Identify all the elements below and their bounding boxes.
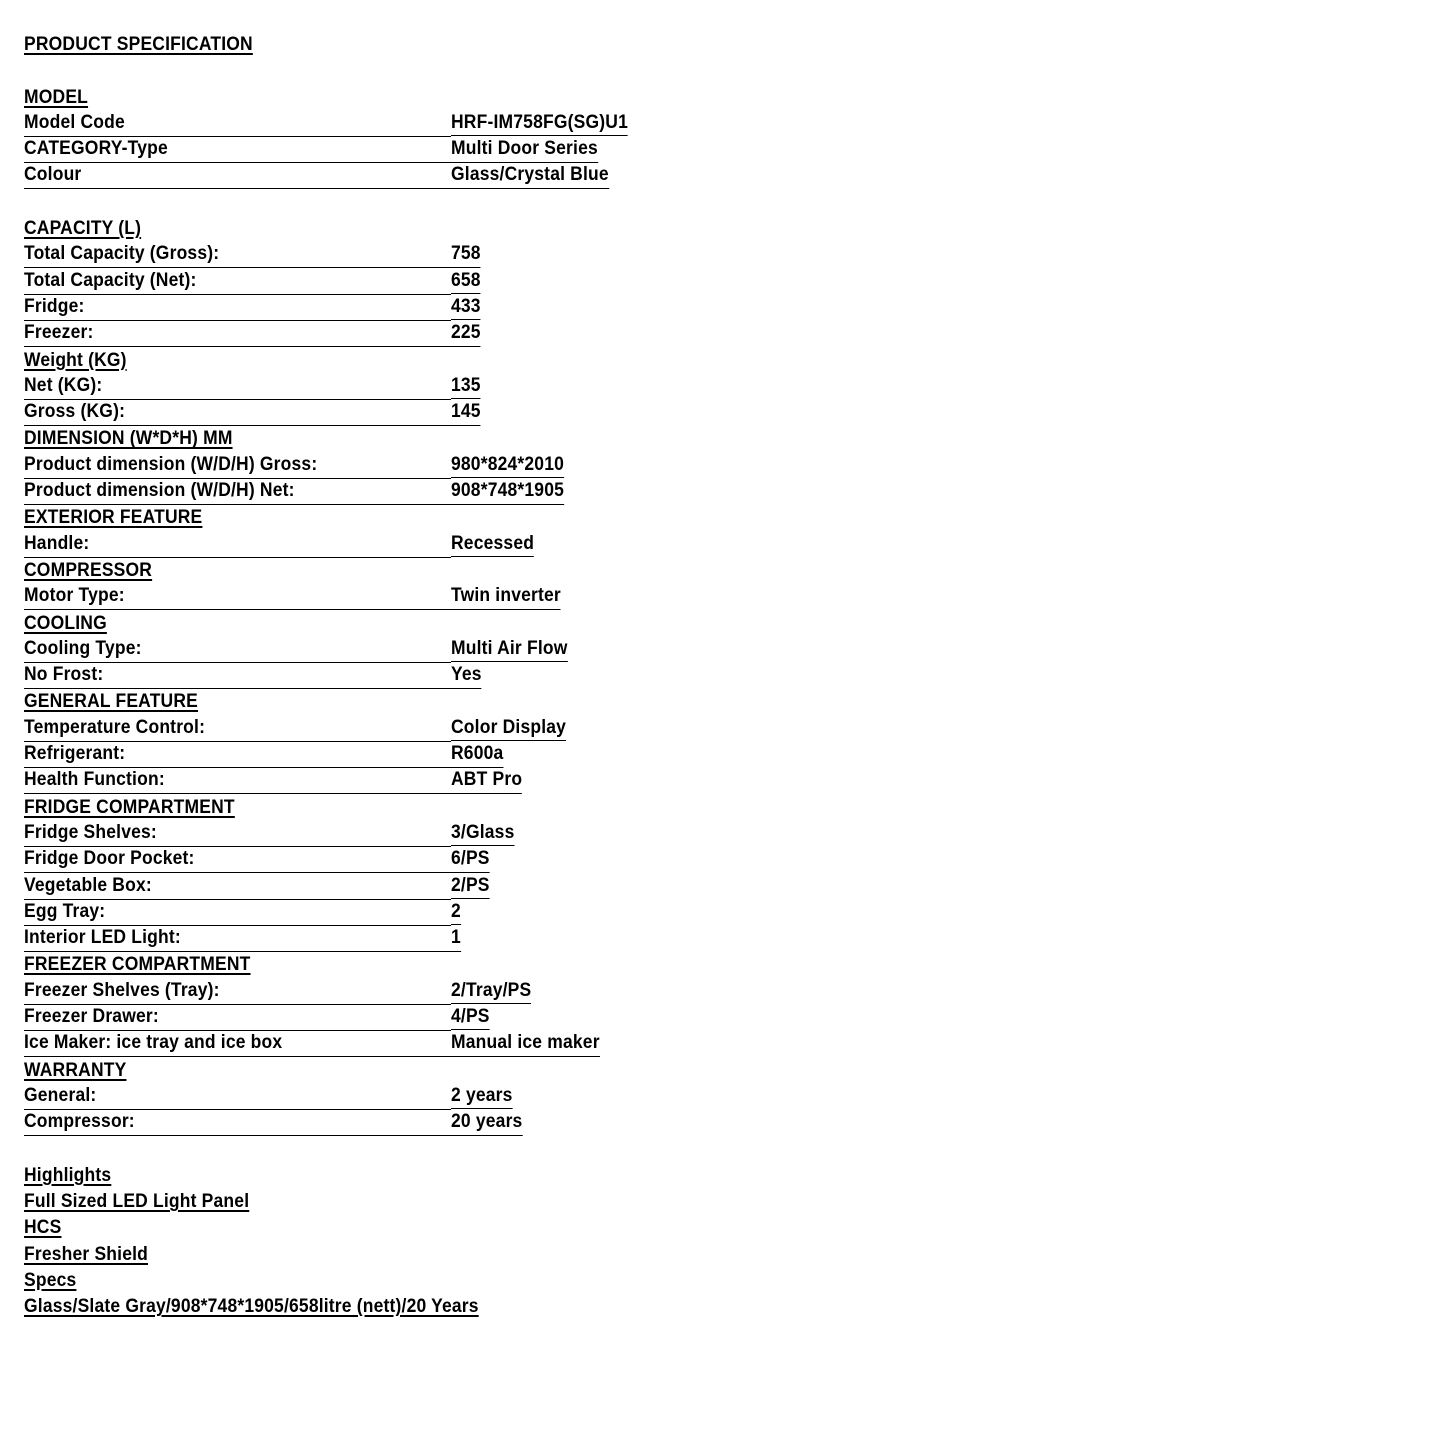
section-heading: COMPRESSOR bbox=[24, 559, 153, 581]
spacer bbox=[24, 58, 724, 84]
spec-label: No Frost: bbox=[24, 664, 104, 686]
spec-row-dimension-gross bbox=[24, 453, 724, 479]
spec-row-gross-kg bbox=[24, 400, 724, 426]
section-heading-capacity bbox=[24, 216, 724, 242]
spec-value: 908*748*1905 bbox=[451, 479, 564, 505]
spec-value: 2 years bbox=[451, 1084, 513, 1110]
spec-value: 145 bbox=[451, 400, 481, 426]
spec-label: Gross (KG): bbox=[24, 401, 126, 423]
spec-row-net-kg bbox=[24, 374, 724, 400]
specs-heading: Specs bbox=[24, 1269, 77, 1291]
spec-label: Health Function: bbox=[24, 769, 165, 791]
section-heading-general-feature bbox=[24, 689, 724, 715]
spec-row-no-frost bbox=[24, 663, 724, 689]
spec-value: 20 years bbox=[451, 1110, 522, 1136]
spec-value: 2/Tray/PS bbox=[451, 979, 531, 1005]
spacer bbox=[24, 190, 724, 216]
section-heading-model bbox=[24, 85, 724, 111]
spec-row-freezer bbox=[24, 321, 724, 347]
spec-row-egg-tray bbox=[24, 900, 724, 926]
spec-row-category bbox=[24, 137, 724, 163]
spec-label: Total Capacity (Net): bbox=[24, 269, 197, 291]
highlight-item bbox=[24, 1242, 724, 1268]
highlight-item bbox=[24, 1215, 724, 1241]
spec-row-model-code bbox=[24, 111, 724, 137]
highlights-heading-line bbox=[24, 1163, 724, 1189]
section-heading-fridge-compartment bbox=[24, 795, 724, 821]
spec-label: Freezer Shelves (Tray): bbox=[24, 979, 220, 1001]
spec-row-freezer-shelves bbox=[24, 979, 724, 1005]
spec-row-temperature-control bbox=[24, 716, 724, 742]
section-heading: COOLING bbox=[24, 612, 107, 634]
section-heading: Weight (KG) bbox=[24, 349, 127, 371]
spec-value: Twin inverter bbox=[451, 584, 561, 610]
spec-row-dimension-net bbox=[24, 479, 724, 505]
spec-value: 2 bbox=[451, 900, 461, 926]
spec-row-cooling-type bbox=[24, 637, 724, 663]
spec-label: Refrigerant: bbox=[24, 743, 126, 765]
spec-row-handle bbox=[24, 532, 724, 558]
spec-label: Cooling Type: bbox=[24, 637, 142, 659]
section-heading: FRIDGE COMPARTMENT bbox=[24, 796, 235, 818]
spec-value: 758 bbox=[451, 242, 481, 268]
specs-heading-line bbox=[24, 1268, 724, 1294]
spec-label: Model Code bbox=[24, 111, 125, 133]
spec-value: Yes bbox=[451, 663, 482, 689]
spec-label: Motor Type: bbox=[24, 585, 125, 607]
spec-label: Product dimension (W/D/H) Net: bbox=[24, 480, 295, 502]
spec-label: Product dimension (W/D/H) Gross: bbox=[24, 453, 318, 475]
highlights-heading: Highlights bbox=[24, 1164, 112, 1186]
highlight-text: Fresher Shield bbox=[24, 1243, 149, 1265]
spec-value: Recessed bbox=[451, 532, 534, 558]
spec-value: 4/PS bbox=[451, 1005, 490, 1031]
spec-value: HRF-IM758FG(SG)U1 bbox=[451, 111, 628, 137]
spec-row-warranty-compressor bbox=[24, 1110, 724, 1136]
spec-row-interior-led-light bbox=[24, 926, 724, 952]
highlight-text: Full Sized LED Light Panel bbox=[24, 1191, 250, 1213]
spec-label: Net (KG): bbox=[24, 374, 103, 396]
spec-value: 433 bbox=[451, 295, 481, 321]
spec-row-freezer-drawer bbox=[24, 1005, 724, 1031]
spec-row-ice-maker bbox=[24, 1031, 724, 1057]
section-heading-dimension bbox=[24, 426, 724, 452]
section-heading: GENERAL FEATURE bbox=[24, 691, 199, 713]
spec-label: Fridge Shelves: bbox=[24, 821, 157, 843]
spec-value: Multi Air Flow bbox=[451, 637, 568, 663]
spec-label: Total Capacity (Gross): bbox=[24, 243, 220, 265]
spec-row-vegetable-box bbox=[24, 874, 724, 900]
spec-value: Manual ice maker bbox=[451, 1031, 600, 1057]
spec-value: 1 bbox=[451, 926, 461, 952]
spec-label: Freezer: bbox=[24, 322, 94, 344]
spec-value: Color Display bbox=[451, 716, 566, 742]
highlight-item bbox=[24, 1189, 724, 1215]
spec-row-fridge bbox=[24, 295, 724, 321]
spec-label: Interior LED Light: bbox=[24, 927, 181, 949]
spec-value: 658 bbox=[451, 269, 481, 295]
spec-label: Ice Maker: ice tray and ice box bbox=[24, 1032, 283, 1054]
spec-label: Compressor: bbox=[24, 1111, 135, 1133]
spacer bbox=[24, 1136, 724, 1162]
section-heading: FREEZER COMPARTMENT bbox=[24, 954, 251, 976]
section-heading: EXTERIOR FEATURE bbox=[24, 507, 203, 529]
spec-row-total-gross bbox=[24, 242, 724, 268]
section-heading-warranty bbox=[24, 1058, 724, 1084]
spec-row-fridge-door-pocket bbox=[24, 847, 724, 873]
spec-value: 980*824*2010 bbox=[451, 453, 564, 479]
spec-value: R600a bbox=[451, 742, 503, 768]
spec-label: Colour bbox=[24, 164, 82, 186]
spec-label: Egg Tray: bbox=[24, 900, 106, 922]
spec-value: 3/Glass bbox=[451, 821, 514, 847]
spec-row-fridge-shelves bbox=[24, 821, 724, 847]
spec-value: Multi Door Series bbox=[451, 137, 598, 163]
specs-summary: Glass/Slate Gray/908*748*1905/658litre (nett)/20 Years bbox=[24, 1296, 479, 1318]
spec-value: 2/PS bbox=[451, 874, 490, 900]
spec-value: Glass/Crystal Blue bbox=[451, 163, 609, 189]
spec-label: Freezer Drawer: bbox=[24, 1005, 159, 1027]
spec-document bbox=[24, 32, 724, 1321]
document-title: PRODUCT SPECIFICATION bbox=[24, 34, 253, 55]
document-title-line bbox=[24, 32, 724, 58]
highlight-text: HCS bbox=[24, 1217, 62, 1239]
spec-label: Fridge Door Pocket: bbox=[24, 848, 195, 870]
section-heading-cooling bbox=[24, 611, 724, 637]
section-heading-compressor bbox=[24, 558, 724, 584]
spec-label: Temperature Control: bbox=[24, 716, 206, 738]
section-heading: CAPACITY (L) bbox=[24, 218, 142, 240]
spec-value: 6/PS bbox=[451, 847, 490, 873]
spec-label: General: bbox=[24, 1084, 97, 1106]
spec-label: CATEGORY-Type bbox=[24, 138, 168, 160]
spec-row-refrigerant bbox=[24, 742, 724, 768]
spec-value: ABT Pro bbox=[451, 768, 522, 794]
spec-value: 135 bbox=[451, 374, 481, 400]
section-heading: MODEL bbox=[24, 86, 89, 108]
section-heading: DIMENSION (W*D*H) MM bbox=[24, 428, 233, 450]
spec-label: Fridge: bbox=[24, 295, 85, 317]
section-heading-exterior bbox=[24, 505, 724, 531]
spec-label: Vegetable Box: bbox=[24, 874, 152, 896]
section-heading: WARRANTY bbox=[24, 1059, 127, 1081]
spec-value: 225 bbox=[451, 321, 481, 347]
section-heading-weight bbox=[24, 348, 724, 374]
spec-row-total-net bbox=[24, 269, 724, 295]
spec-label: Handle: bbox=[24, 532, 90, 554]
spec-row-motor-type bbox=[24, 584, 724, 610]
spec-row-health-function bbox=[24, 768, 724, 794]
spec-row-warranty-general bbox=[24, 1084, 724, 1110]
section-heading-freezer-compartment bbox=[24, 952, 724, 978]
specs-summary-line bbox=[24, 1294, 724, 1320]
spec-row-colour bbox=[24, 163, 724, 189]
